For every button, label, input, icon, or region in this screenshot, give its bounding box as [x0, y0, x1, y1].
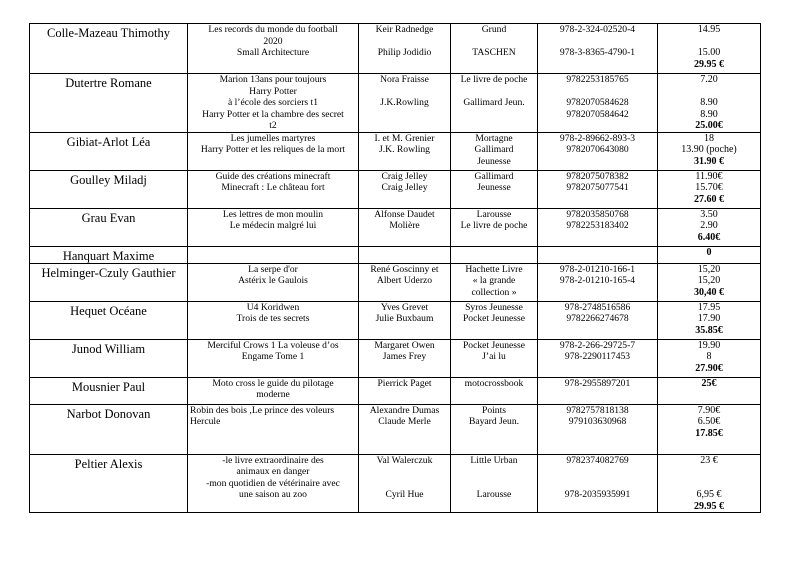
cell-line: Gallimard [474, 170, 514, 182]
cell-line: James Frey [382, 351, 427, 362]
student-name: Colle-Mazeau Thimothy [46, 26, 170, 40]
price-cell [658, 377, 761, 404]
cell-line: 978-2035935991 [564, 489, 631, 500]
student-name-cell [30, 339, 188, 377]
student-name-cell [30, 263, 188, 301]
student-name: Hanquart Maxime [62, 248, 155, 263]
author-cell [359, 377, 451, 404]
cell-line: 9782075077541 [566, 182, 629, 193]
cell-line: U4 Koridwen [246, 301, 300, 313]
author-cell [359, 301, 451, 339]
total-price: 6.40€ [697, 231, 721, 243]
isbn-cell [538, 339, 658, 377]
student-name: Helminger-Czuly Gauthier [41, 265, 176, 280]
student-name-cell [30, 74, 188, 133]
publisher-cell [451, 170, 538, 208]
cell-line [361, 478, 448, 490]
table-row [30, 301, 761, 339]
price-cell [658, 404, 761, 454]
cell-line: Molière [389, 220, 420, 231]
cell-line: 11.90€ [695, 170, 723, 182]
cell-line: à l’école des sorciers t1 [227, 97, 319, 108]
cell-line [453, 86, 535, 98]
book-title-cell [188, 208, 359, 246]
cell-line: 979103630968 [568, 416, 627, 427]
student-name-cell [30, 301, 188, 339]
cell-line: Alexandre Dumas [369, 404, 440, 416]
cell-line: 978-2-324-02520-4 [559, 24, 636, 35]
cell-line: 18 [704, 132, 714, 144]
table-row [30, 132, 761, 170]
price-cell [658, 454, 761, 513]
cell-line: Small Architecture [236, 47, 310, 58]
isbn-cell [538, 404, 658, 454]
cell-line: I. et M. Grenier [374, 132, 435, 144]
book-list-body [30, 24, 761, 513]
price-cell [658, 339, 761, 377]
cell-line: Harry Potter [249, 85, 297, 97]
cell-line: Julie Buxbaum [375, 313, 434, 324]
cell-line: 15.00 [697, 47, 721, 58]
publisher-cell [451, 301, 538, 339]
cell-line: 19.90 [697, 339, 721, 351]
student-name-cell [30, 454, 188, 513]
cell-line: Bayard Jeun. [468, 416, 520, 427]
price-cell [658, 246, 761, 263]
author-cell [359, 132, 451, 170]
table-row [30, 339, 761, 377]
cell-line: Larousse [476, 208, 512, 220]
student-name-cell [30, 377, 188, 404]
cell-line: 13.90 (poche) [681, 144, 737, 155]
cell-line: 15.70€ [695, 182, 723, 193]
student-name-cell [30, 132, 188, 170]
cell-line: Val Walerczuk [376, 454, 433, 466]
cell-line: Points [482, 404, 506, 416]
student-name: Grau Evan [81, 210, 136, 225]
cell-line: Les jumelles martyres [230, 132, 316, 144]
student-name: Dutertre Romane [65, 76, 152, 90]
cell-line: Harry Potter et les reliques de la mort [200, 144, 346, 155]
cell-line: 8.90 [700, 97, 718, 108]
total-price: 27.90€ [695, 362, 723, 374]
price-cell [658, 24, 761, 74]
publisher-cell [451, 339, 538, 377]
isbn-cell [538, 377, 658, 404]
student-name: Goulley Miladj [70, 172, 147, 187]
cell-line: Jeunesse [477, 182, 511, 193]
cell-line: Yves Grevet [380, 301, 429, 313]
table-row [30, 454, 761, 513]
total-price: 30,40 € [694, 286, 724, 298]
isbn-cell [538, 301, 658, 339]
cell-line [361, 466, 448, 478]
table-row [30, 170, 761, 208]
cell-line: une saison au zoo [239, 489, 307, 500]
table-row [30, 74, 761, 133]
book-title-cell [188, 339, 359, 377]
cell-line [660, 478, 758, 490]
cell-line: 2020 [263, 35, 283, 47]
book-title-cell [188, 132, 359, 170]
cell-line: Pocket Jeunesse [462, 313, 526, 324]
book-title-cell [188, 24, 359, 74]
publisher-cell [451, 404, 538, 454]
total-price: 35.85€ [695, 324, 723, 336]
cell-line: Larousse [476, 489, 512, 500]
cell-line [453, 36, 535, 48]
student-name-cell [30, 24, 188, 74]
book-list-table [29, 23, 761, 513]
cell-line: 7.90€ [697, 404, 721, 416]
cell-line: 15,20 [697, 263, 721, 275]
book-title-cell [188, 263, 359, 301]
cell-line [361, 36, 448, 48]
author-cell [359, 24, 451, 74]
isbn-cell [538, 24, 658, 74]
author-cell [359, 246, 451, 263]
cell-line: René Goscinny et [370, 263, 439, 275]
cell-line: 14.95 [697, 24, 721, 35]
cell-line: Marion 13ans pour toujours [219, 74, 327, 85]
cell-line: 9782075078382 [566, 170, 629, 182]
student-name-cell [30, 246, 188, 263]
cell-line: 978-2-266-29725-7 [559, 339, 636, 351]
student-name-cell [30, 404, 188, 454]
publisher-cell [451, 132, 538, 170]
cell-line: 9782070584628 [566, 97, 629, 108]
cell-line: J’ai lu [482, 351, 506, 362]
book-title-cell [188, 170, 359, 208]
author-cell [359, 208, 451, 246]
isbn-cell [538, 208, 658, 246]
isbn-cell [538, 454, 658, 513]
cell-line: Merciful Crows 1 La voleuse d’os [207, 339, 339, 351]
cell-line: 3.50 [700, 208, 718, 220]
cell-line: 978-2-01210-166-1 [559, 263, 636, 275]
cell-line: Syros Jeunesse [465, 301, 523, 313]
cell-line: Claude Merle [378, 416, 431, 427]
student-name: Hequet Océane [70, 303, 147, 318]
publisher-cell [451, 263, 538, 301]
author-cell [359, 74, 451, 133]
publisher-cell [451, 454, 538, 513]
total-price: 31.90 € [694, 155, 724, 167]
cell-line: Cyril Hue [385, 489, 424, 500]
book-title-cell [188, 301, 359, 339]
total-price: 27.60 € [694, 193, 724, 205]
cell-line: 7.20 [700, 74, 718, 85]
cell-line: 978-2-89662-893-3 [559, 132, 636, 144]
cell-line: Engame Tome 1 [241, 351, 305, 362]
cell-line: 9782070643080 [566, 144, 629, 155]
table-row [30, 404, 761, 454]
cell-line: J.K.Rowling [380, 97, 429, 108]
student-name: Peltier Alexis [74, 456, 143, 471]
cell-line: Alfonse Daudet [374, 208, 435, 220]
cell-line: Pierrick Paget [377, 377, 432, 389]
price-cell [658, 74, 761, 133]
cell-line [540, 86, 655, 98]
price-cell [658, 170, 761, 208]
total-price: 17.85€ [695, 427, 723, 439]
cell-line [361, 86, 448, 98]
book-title-cell [188, 377, 359, 404]
cell-line: 978-2748516586 [564, 301, 631, 313]
cell-line: 17.90 [697, 313, 721, 324]
cell-line: Little Urban [470, 454, 518, 466]
cell-line: Philip Jodidio [377, 47, 432, 58]
total-price: 25€ [701, 377, 717, 389]
cell-line: -mon quotidien de vétérinaire avec [206, 477, 340, 489]
student-name-cell [30, 208, 188, 246]
publisher-cell [451, 377, 538, 404]
cell-line: 978-3-8365-4790-1 [559, 47, 636, 58]
cell-line: 17.95 [697, 301, 721, 313]
isbn-cell [538, 246, 658, 263]
cell-line: Mortagne [475, 132, 513, 144]
book-title-cell [188, 404, 359, 454]
cell-line [453, 466, 535, 478]
cell-line [660, 36, 758, 48]
cell-line: Grund [481, 24, 507, 35]
cell-line: Keir Radnedge [375, 24, 434, 35]
total-price: 0 [706, 246, 712, 258]
cell-line: 8 [706, 351, 712, 362]
cell-line: motocrossbook [464, 377, 524, 389]
cell-line: Les lettres de mon moulin [222, 208, 324, 220]
author-cell [359, 170, 451, 208]
price-cell [658, 132, 761, 170]
cell-line: Robin des bois ,Le prince des voleurs [190, 404, 335, 416]
cell-line [660, 466, 758, 478]
cell-line: 978-2-01210-165-4 [559, 275, 636, 286]
student-name-cell [30, 170, 188, 208]
cell-line: Le médecin malgré lui [229, 220, 317, 231]
author-cell [359, 263, 451, 301]
author-cell [359, 454, 451, 513]
cell-line: 2.90 [700, 220, 718, 231]
cell-line: Le livre de poche [460, 74, 528, 85]
cell-line: Pocket Jeunesse [462, 339, 526, 351]
cell-line: Moto cross le guide du pilotage [212, 377, 334, 389]
cell-line: 23 € [700, 454, 718, 466]
cell-line: 9782757818138 [566, 404, 629, 416]
student-name: Junod William [71, 341, 146, 356]
publisher-cell [451, 246, 538, 263]
table-row [30, 208, 761, 246]
book-title-cell [188, 74, 359, 133]
cell-line: animaux en danger [236, 466, 310, 477]
cell-line: « la grande [472, 275, 516, 286]
cell-line: 6,95 € [696, 489, 722, 500]
cell-line: collection » [471, 286, 517, 298]
cell-line: Craig Jelley [381, 170, 428, 182]
cell-line [453, 478, 535, 490]
student-name: Mousnier Paul [71, 379, 146, 394]
table-row [30, 24, 761, 74]
isbn-cell [538, 170, 658, 208]
cell-line: -le livre extraordinaire des [222, 454, 324, 466]
cell-line: Hachette Livre [465, 263, 523, 275]
cell-line: Minecraft : Le château fort [221, 182, 325, 193]
cell-line [540, 466, 655, 478]
cell-line: Albert Uderzo [376, 275, 433, 286]
cell-line: Les records du monde du football [208, 24, 338, 35]
cell-line: Trois de tes secrets [236, 313, 310, 324]
book-title-cell [188, 246, 359, 263]
cell-line: Le livre de poche [460, 220, 528, 231]
total-price: 25.00€ [695, 120, 723, 131]
cell-line: 9782266274678 [566, 313, 629, 324]
cell-line: t2 [269, 120, 277, 131]
cell-line: 9782253183402 [566, 220, 629, 231]
cell-line: TASCHEN [472, 47, 516, 58]
publisher-cell [451, 24, 538, 74]
publisher-cell [451, 74, 538, 133]
total-price: 29.95 € [694, 58, 724, 70]
table-row [30, 377, 761, 404]
cell-line: 9782070584642 [566, 108, 629, 120]
cell-line: 9782035850768 [566, 208, 629, 220]
cell-line [540, 478, 655, 490]
table-row [30, 263, 761, 301]
price-cell [658, 208, 761, 246]
cell-line [540, 36, 655, 48]
cell-line: 8.90 [700, 108, 718, 120]
table-row [30, 246, 761, 263]
price-cell [658, 263, 761, 301]
cell-line [660, 86, 758, 98]
total-price: 29.95 € [694, 500, 724, 512]
cell-line: Gallimard Jeun. [463, 97, 525, 108]
cell-line: 9782253185765 [566, 74, 629, 85]
cell-line: Craig Jelley [381, 182, 428, 193]
isbn-cell [538, 132, 658, 170]
publisher-cell [451, 208, 538, 246]
book-title-cell [188, 454, 359, 513]
author-cell [359, 339, 451, 377]
author-cell [359, 404, 451, 454]
cell-line: moderne [256, 389, 290, 400]
cell-line: Gallimard [474, 144, 514, 155]
isbn-cell [538, 74, 658, 133]
cell-line: 9782374082769 [566, 454, 629, 466]
cell-line: 6.50€ [697, 416, 721, 427]
isbn-cell [538, 263, 658, 301]
cell-line: Margaret Owen [374, 339, 435, 351]
cell-line: 15,20 [697, 275, 721, 286]
cell-line: 978-2290117453 [564, 351, 631, 362]
cell-line: Guide des créations minecraft [215, 170, 331, 182]
cell-line: 978-2955897201 [564, 377, 631, 389]
cell-line: Hercule [190, 416, 221, 427]
cell-line: J.K. Rowling [379, 144, 430, 155]
cell-line: Harry Potter et la chambre des secret [202, 108, 344, 120]
cell-line: Nora Fraisse [380, 74, 429, 85]
cell-line: Jeunesse [477, 155, 511, 167]
student-name: Narbot Donovan [66, 406, 151, 421]
price-cell [658, 301, 761, 339]
cell-line: La serpe d'or [248, 263, 298, 275]
cell-line: Astérix le Gaulois [238, 275, 308, 286]
student-name: Gibiat-Arlot Léa [66, 134, 151, 149]
